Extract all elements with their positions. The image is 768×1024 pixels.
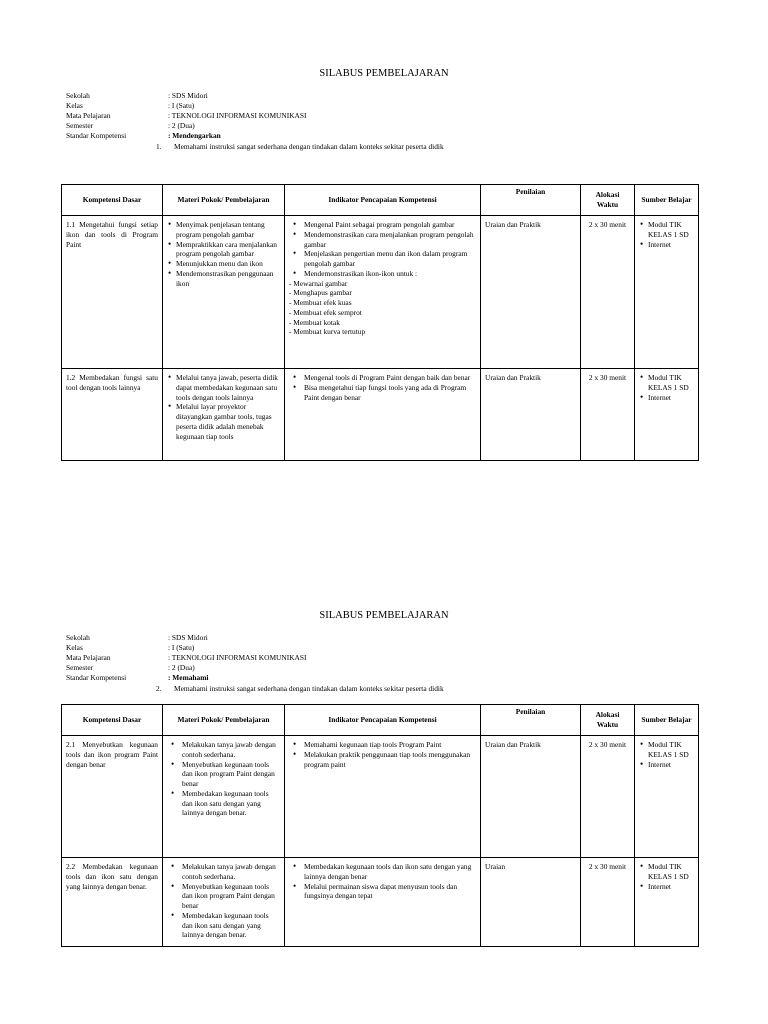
column-header-penilaian: Penilaian xyxy=(481,185,581,216)
source-list xyxy=(639,373,694,402)
list-item: • Mempraktikkan cara menjalankan program pengolah gambar xyxy=(176,240,280,260)
source-cell xyxy=(635,216,699,369)
info-value: : TEKNOLOGI INFORMASI KOMUNIKASI xyxy=(168,653,307,662)
info-value: : 2 (Dua) xyxy=(168,663,195,672)
list-item: • Membedakan kegunaan tools dan ikon satu dengan yang lainnya dengan benar. xyxy=(182,911,280,940)
info-label: Mata Pelajaran xyxy=(66,111,111,120)
info-row xyxy=(66,633,706,643)
table-header-row xyxy=(62,185,699,216)
syllabus-info xyxy=(66,91,706,141)
info-row xyxy=(66,653,706,663)
info-label: Semester xyxy=(66,121,94,130)
assessment-cell: Uraian dan Praktik xyxy=(481,736,581,858)
column-header-indikator: Indikator Pencapaian Kompetensi xyxy=(285,705,481,736)
assessment-cell: Uraian dan Praktik xyxy=(481,369,581,461)
material-list xyxy=(167,373,280,441)
info-value: : TEKNOLOGI INFORMASI KOMUNIKASI xyxy=(168,111,307,120)
column-header-kd: Kompetensi Dasar xyxy=(62,705,163,736)
info-label: Semester xyxy=(66,663,94,672)
indicator-list xyxy=(289,373,476,402)
info-value: : SDS Midori xyxy=(168,633,208,642)
table-row xyxy=(62,369,699,461)
indicator-list xyxy=(289,862,476,901)
info-value: : I (Satu) xyxy=(168,643,195,652)
column-header-materi: Materi Pokok/ Pembelajaran xyxy=(163,705,285,736)
list-item: • Mendemonstrasikan ikon-ikon untuk : xyxy=(304,269,476,279)
info-row xyxy=(66,121,706,131)
table-row xyxy=(62,858,699,947)
list-item: • Modul TIK KELAS 1 SD xyxy=(648,740,694,760)
info-row xyxy=(66,111,706,121)
indicator-cell xyxy=(285,858,481,947)
standard-number: 2. xyxy=(156,684,162,693)
indicator-sub-item: - Menghapus gambar xyxy=(289,288,352,298)
list-item: • Mendemonstrasikan penggunaan ikon xyxy=(176,269,280,289)
list-item: • Mendemonstrasikan cara menjalankan program pengolah gambar xyxy=(304,230,476,250)
column-header-sumber: Sumber Belajar xyxy=(635,185,699,216)
list-item: • Membedakan kegunaan tools dan ikon satu dengan yang lainnya dengan benar xyxy=(304,862,476,882)
info-row xyxy=(66,663,706,673)
list-item: • Melakukan tanya jawab dengan contoh sederhana. xyxy=(182,862,280,882)
indicator-cell xyxy=(285,369,481,461)
list-item: • Modul TIK KELAS 1 SD xyxy=(648,862,694,882)
table-row xyxy=(62,736,699,858)
standard-competency xyxy=(156,684,444,694)
syllabus-table xyxy=(61,184,699,461)
list-item: • Menunjukkan menu dan ikon xyxy=(176,259,280,269)
source-list xyxy=(639,740,694,769)
column-header-kd: Kompetensi Dasar xyxy=(62,185,163,216)
list-item: • Membedakan kegunaan tools dan ikon satu dengan yang lainnya dengan benar. xyxy=(182,789,280,818)
standard-competency xyxy=(156,142,444,152)
info-label: Standar Kompetensi xyxy=(66,131,127,140)
syllabus-title: SILABUS PEMBELAJARAN xyxy=(319,610,449,621)
time-allocation-cell: 2 x 30 menit xyxy=(581,216,635,369)
column-header-alokasi: Alokasi Waktu xyxy=(581,705,635,736)
info-row xyxy=(66,643,706,653)
source-cell xyxy=(635,369,699,461)
info-label: Standar Kompetensi xyxy=(66,673,127,682)
list-item: • Internet xyxy=(648,882,694,892)
info-label: Sekolah xyxy=(66,633,90,642)
column-header-indikator: Indikator Pencapaian Kompetensi xyxy=(285,185,481,216)
competency-cell: 1.2 Membedakan fungsi satu tool dengan tools lainnya xyxy=(62,369,163,461)
competency-cell: 2.2 Membedakan kegunaan tools dan ikon satu dengan yang lainnya dengan benar. xyxy=(62,858,163,947)
syllabus-info xyxy=(66,633,706,683)
info-label: Sekolah xyxy=(66,91,90,100)
syllabus-title: SILABUS PEMBELAJARAN xyxy=(319,68,449,79)
table-header-row xyxy=(62,705,699,736)
syllabus-table xyxy=(61,704,699,947)
info-label: Mata Pelajaran xyxy=(66,653,111,662)
indicator-sub-item: - Membuat kurva tertutup xyxy=(289,327,366,337)
indicator-list xyxy=(289,220,476,279)
time-allocation-cell: 2 x 30 menit xyxy=(581,736,635,858)
info-row xyxy=(66,673,706,683)
column-header-alokasi: Alokasi Waktu xyxy=(581,185,635,216)
list-item: • Melalui layar proyektor ditayangkan gambar tools, tugas peserta didik adalah menebak kegunaan tiap tools xyxy=(176,402,280,441)
list-item: • Modul TIK KELAS 1 SD xyxy=(648,373,694,393)
info-value: : SDS Midori xyxy=(168,91,208,100)
column-header-materi: Materi Pokok/ Pembelajaran xyxy=(163,185,285,216)
info-row xyxy=(66,101,706,111)
list-item: • Internet xyxy=(648,760,694,770)
time-allocation-cell: 2 x 30 menit xyxy=(581,858,635,947)
list-item: • Menjelaskan pengertian menu dan ikon dalam program pengolah gambar xyxy=(304,249,476,269)
source-cell xyxy=(635,858,699,947)
info-label: Kelas xyxy=(66,101,83,110)
list-item: • Melalui tanya jawab, peserta didik dapat membedakan kegunaan satu tools dengan tools lainnya xyxy=(176,373,280,402)
list-item: • Melalui permainan siswa dapat menyusun tools dan fungsinya dengan tepat xyxy=(304,882,476,902)
indicator-sub-item: - Mewarnai gambar xyxy=(289,278,348,288)
material-cell xyxy=(163,216,285,369)
source-list xyxy=(639,220,694,249)
standard-text: Memahami instruksi sangat sederhana dengan tindakan dalam konteks sekitar peserta didik xyxy=(174,142,444,151)
info-value: : I (Satu) xyxy=(168,101,195,110)
list-item: • Modul TIK KELAS 1 SD xyxy=(648,220,694,240)
assessment-cell: Uraian dan Praktik xyxy=(481,216,581,369)
list-item: • Menyebutkan kegunaan tools dan ikon program Paint dengan benar xyxy=(182,760,280,789)
info-row xyxy=(66,131,706,141)
list-item: • Mengenal tools di Program Paint dengan baik dan benar xyxy=(304,373,476,383)
time-allocation-cell: 2 x 30 menit xyxy=(581,369,635,461)
material-cell xyxy=(163,736,285,858)
material-list xyxy=(167,862,280,940)
indicator-list xyxy=(289,740,476,769)
source-list xyxy=(639,862,694,891)
list-item: • Internet xyxy=(648,240,694,250)
competency-cell: 2.1 Menyebutkan kegunaan tools dan ikon program Paint dengan benar xyxy=(62,736,163,858)
indicator-sub-item: - Membuat efek kuas xyxy=(289,298,352,308)
assessment-cell: Uraian xyxy=(481,858,581,947)
material-list xyxy=(167,220,280,288)
column-header-sumber: Sumber Belajar xyxy=(635,705,699,736)
indicator-cell xyxy=(285,216,481,369)
list-item: • Menyimak penjelasan tentang program pengolah gambar xyxy=(176,220,280,240)
indicator-sub-item: - Membuat kotak xyxy=(289,317,340,327)
competency-cell: 1.1 Mengetahui fungsi setiap ikon dan tools di Program Paint xyxy=(62,216,163,369)
list-item: • Melakukan tanya jawab dengan contoh sederhana. xyxy=(182,740,280,760)
table-row xyxy=(62,216,699,369)
info-value: : Mendengarkan xyxy=(168,131,221,140)
standard-number: 1. xyxy=(156,142,162,151)
info-row xyxy=(66,91,706,101)
list-item: • Menyebutkan kegunaan tools dan ikon program Paint dengan benar xyxy=(182,882,280,911)
standard-text: Memahami instruksi sangat sederhana dengan tindakan dalam konteks sekitar peserta didik xyxy=(174,684,444,693)
source-cell xyxy=(635,736,699,858)
list-item: • Bisa mengetahui tiap fungsi tools yang ada di Program Paint dengan benar xyxy=(304,383,476,403)
list-item: • Memahami kegunaan tiap tools Program Paint xyxy=(304,740,476,750)
list-item: • Melakukan praktik penggunaan tiap tools menggunakan program paint xyxy=(304,750,476,770)
list-item: • Internet xyxy=(648,393,694,403)
indicator-sub-item: - Membuat efek semprot xyxy=(289,307,362,317)
info-value: : Memahami xyxy=(168,673,209,682)
column-header-penilaian: Penilaian xyxy=(481,705,581,736)
info-value: : 2 (Dua) xyxy=(168,121,195,130)
info-label: Kelas xyxy=(66,643,83,652)
material-cell xyxy=(163,369,285,461)
material-cell xyxy=(163,858,285,947)
indicator-cell xyxy=(285,736,481,858)
material-list xyxy=(167,740,280,818)
list-item: • Mengenal Paint sebagai program pengolah gambar xyxy=(304,220,476,230)
